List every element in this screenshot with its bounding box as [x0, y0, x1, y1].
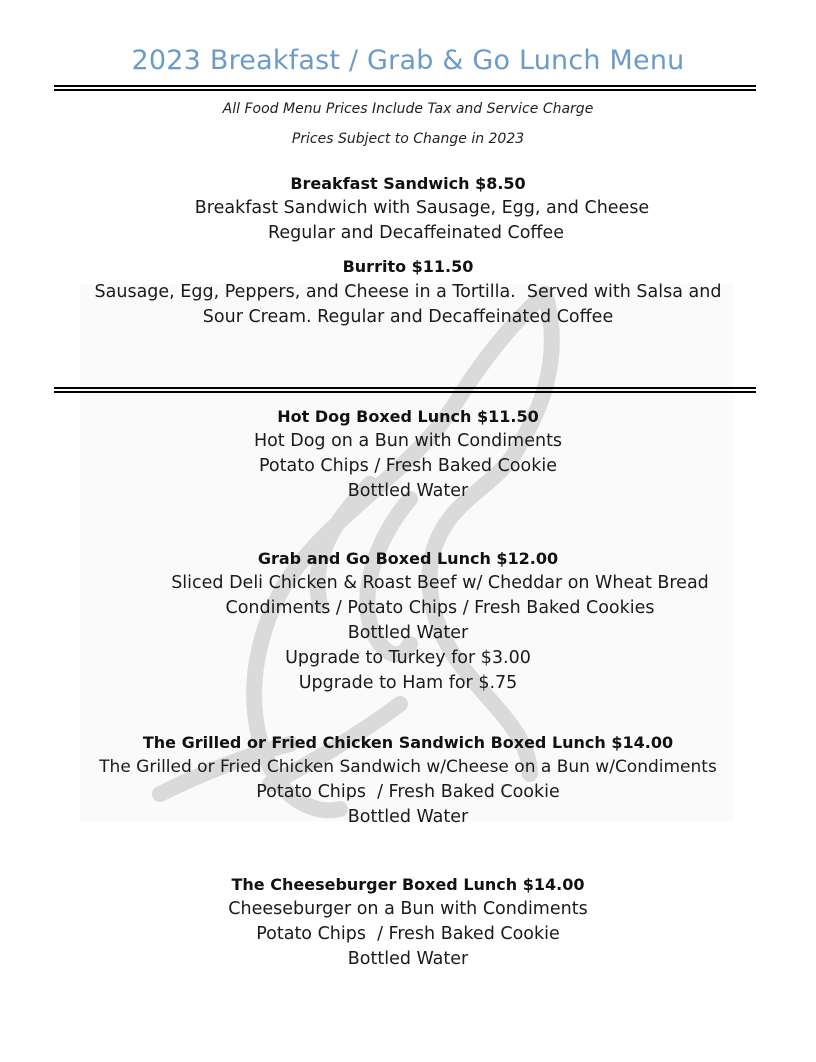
item-line: The Grilled or Fried Chicken Sandwich w/Cheese on a Bun w/Condiments [99, 757, 717, 777]
item-line: Bottled Water [347, 481, 469, 501]
item-heading-hot-dog: Hot Dog Boxed Lunch $11.50 [277, 407, 539, 426]
double-rule-top-a [54, 85, 756, 87]
note-tax: All Food Menu Prices Include Tax and Service Charge [222, 101, 594, 117]
item-line: Cheeseburger on a Bun with Condiments [228, 899, 588, 919]
item-line: Breakfast Sandwich with Sausage, Egg, and Cheese [194, 198, 650, 218]
page-title: 2023 Breakfast / Grab & Go Lunch Menu [131, 45, 685, 76]
item-line: Sour Cream. Regular and Decaffeinated Coffee [202, 307, 614, 327]
item-line: Regular and Decaffeinated Coffee [267, 223, 565, 243]
item-line: Upgrade to Turkey for $3.00 [285, 648, 531, 668]
double-rule-mid-a [54, 387, 756, 389]
item-line: Sliced Deli Chicken & Roast Beef w/ Cheddar on Wheat Bread [171, 573, 709, 593]
item-line: Bottled Water [347, 807, 469, 827]
item-line: Sausage, Egg, Peppers, and Cheese in a Tortilla. Served with Salsa and [94, 282, 722, 302]
item-line: Bottled Water [347, 949, 469, 969]
item-heading-breakfast-sandwich: Breakfast Sandwich $8.50 [290, 174, 526, 193]
item-line: Potato Chips / Fresh Baked Cookie [256, 782, 560, 802]
item-line: Bottled Water [347, 623, 469, 643]
item-heading-grab-and-go: Grab and Go Boxed Lunch $12.00 [257, 549, 559, 568]
item-heading-burrito: Burrito $11.50 [342, 257, 474, 276]
double-rule-mid-b [54, 391, 756, 393]
item-line: Upgrade to Ham for $.75 [298, 673, 518, 693]
item-line: Potato Chips / Fresh Baked Cookie [256, 924, 560, 944]
item-line: Condiments / Potato Chips / Fresh Baked Cookies [225, 598, 655, 618]
item-heading-cheeseburger: The Cheeseburger Boxed Lunch $14.00 [231, 875, 585, 894]
item-line: Hot Dog on a Bun with Condiments [253, 431, 563, 451]
note-prices: Prices Subject to Change in 2023 [291, 131, 525, 147]
double-rule-top-b [54, 89, 756, 91]
item-heading-chicken-sandwich: The Grilled or Fried Chicken Sandwich Boxed Lunch $14.00 [142, 733, 674, 752]
item-line: Potato Chips / Fresh Baked Cookie [259, 456, 557, 476]
